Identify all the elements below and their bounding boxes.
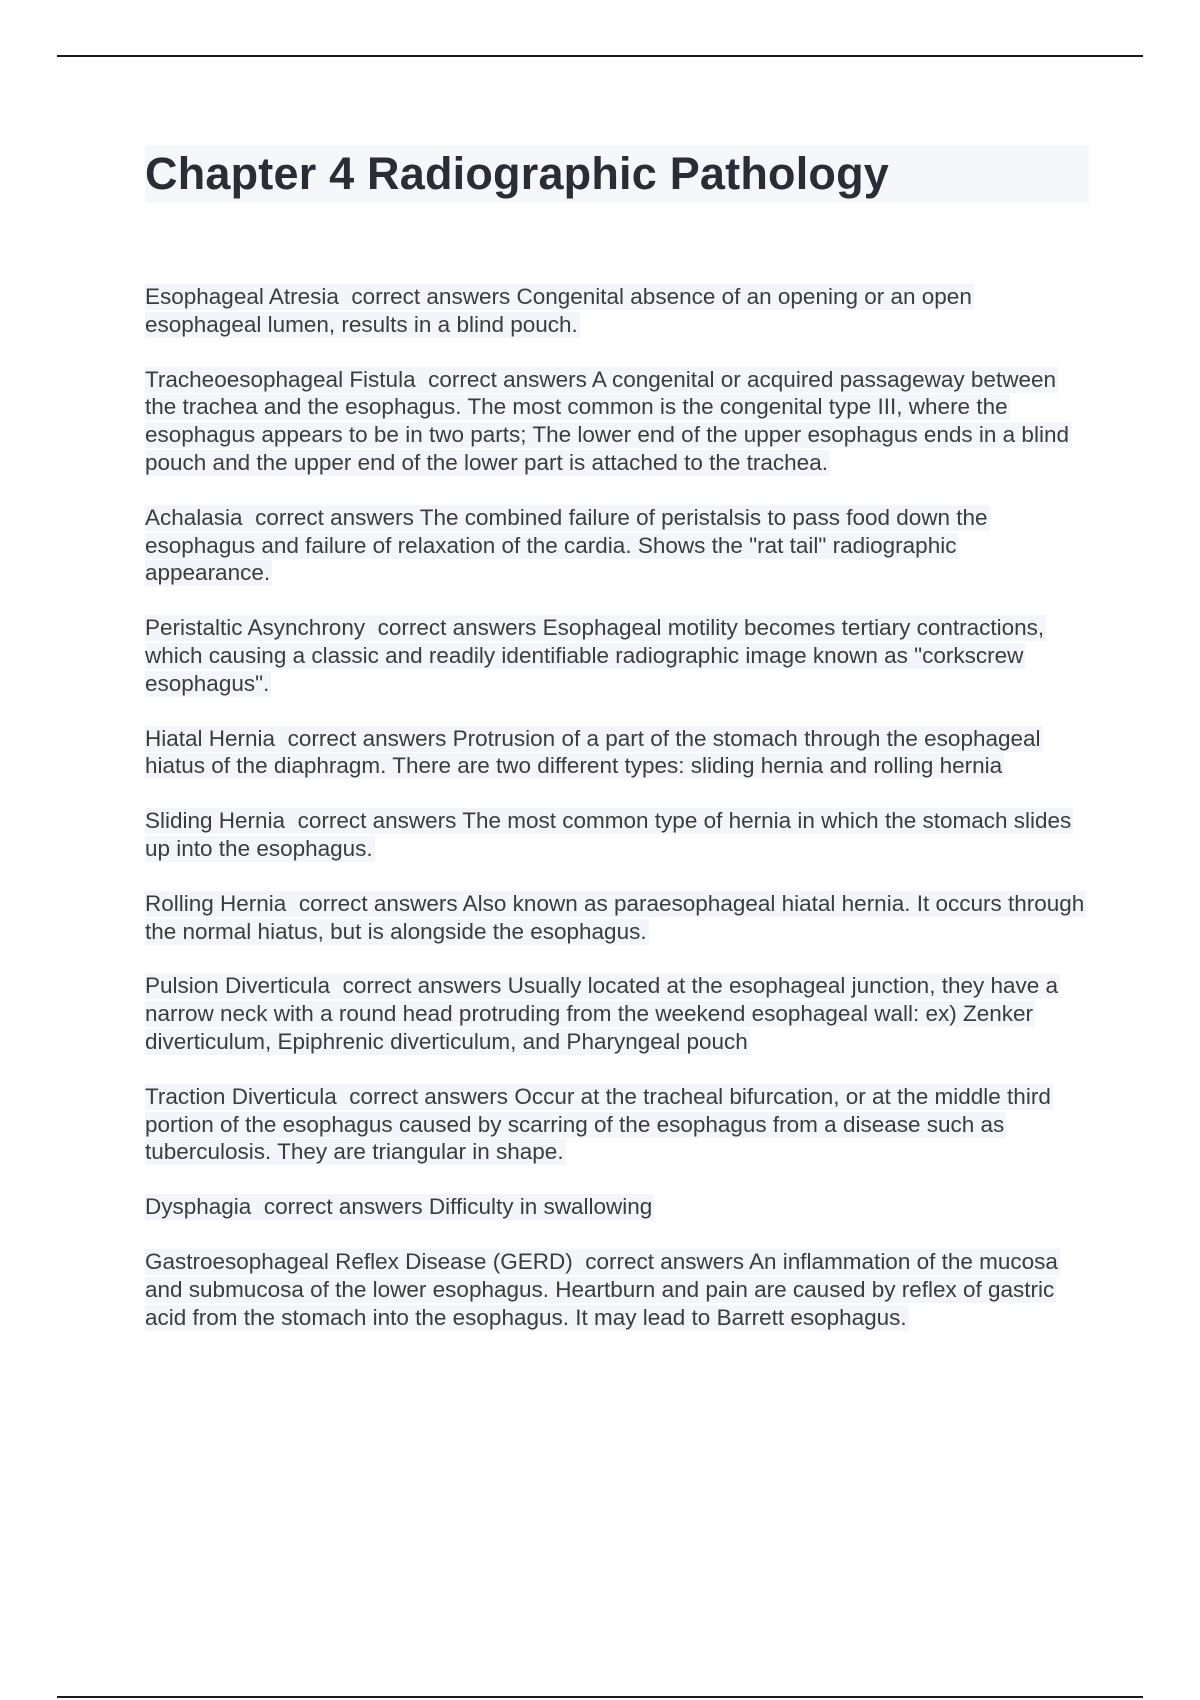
answer-connector: correct answers — [377, 615, 537, 641]
list-item — [145, 1193, 1089, 1221]
definition: A congenital or acquired passageway between the trachea and the esophagus. The most common is the congenital type III, where the esophagus appears to be in two parts; The lower end of the upper esophagus ends in a blind pouch and the upper end of the lower part is attached to the trachea. — [145, 366, 1069, 475]
list-item — [145, 725, 1089, 781]
definition: The most common type of hernia in which the stomach slides up into the esophagus. — [145, 808, 1072, 861]
list-item — [145, 283, 1089, 339]
term: Traction Diverticula — [145, 1083, 337, 1109]
header-rule — [57, 55, 1143, 57]
definition: Protrusion of a part of the stomach through the esophageal hiatus of the diaphragm. There are two different types: sliding hernia and rolling hernia — [145, 725, 1041, 779]
definition: The combined failure of peristalsis to pass food down the esophagus and failure of relaxation of the cardia. Shows the "rat tail" radiographic appearance. — [145, 504, 988, 586]
answer-connector: correct answers — [255, 504, 414, 530]
answer-connector: correct answers — [342, 973, 502, 999]
term: Pulsion Diverticula — [145, 973, 331, 999]
definition: Also known as paraesophageal hiatal hernia. It occurs through the normal hiatus, but is alongside the esophagus. — [145, 890, 1085, 944]
term: Esophageal Atresia — [145, 284, 339, 309]
definition: Esophageal motility becomes tertiary contractions, which causing a classic and readily identifiable radiographic image known as "corkscrew esophagus". — [145, 615, 1045, 696]
list-item — [145, 807, 1089, 863]
definition: Congenital absence of an opening or an open esophageal lumen, results in a blind pouch. — [145, 284, 972, 337]
answer-connector: correct answers — [298, 890, 458, 916]
answer-connector: correct answers — [349, 1083, 509, 1109]
answer-connector: correct answers — [585, 1248, 744, 1274]
document-body — [145, 145, 1089, 1358]
list-item — [145, 890, 1089, 946]
footer-rule — [57, 1696, 1143, 1698]
definition: Difficulty in swallowing — [428, 1194, 653, 1220]
list-item — [145, 614, 1089, 697]
answer-connector: correct answers — [263, 1194, 423, 1220]
list-item — [145, 1248, 1089, 1331]
flashcard-list — [145, 283, 1089, 1331]
list-item — [145, 504, 1089, 587]
term: Rolling Hernia — [145, 890, 287, 916]
term: Sliding Hernia — [145, 808, 286, 834]
definition: Usually located at the esophageal junction, they have a narrow neck with a round head protruding from the weekend esophageal wall: ex) Zenker diverticulum, Epiphrenic diverticulum, and Pharyngeal pouch — [145, 973, 1059, 1054]
definition: Occur at the tracheal bifurcation, or at the middle third portion of the esophagus caused by scarring of the esophagus from a disease such as tuberculosis. They are triangular in shape. — [145, 1083, 1051, 1165]
term: Peristaltic Asynchrony — [145, 615, 366, 641]
answer-connector: correct answers — [297, 808, 457, 834]
answer-connector: correct answers — [351, 284, 511, 309]
list-item — [145, 972, 1089, 1055]
term: Gastroesophageal Reflex Disease (GERD) — [145, 1248, 573, 1274]
term: Hiatal Hernia — [145, 725, 276, 751]
term: Dysphagia — [145, 1194, 252, 1220]
answer-connector: correct answers — [428, 366, 587, 392]
list-item — [145, 366, 1089, 477]
list-item — [145, 1083, 1089, 1166]
answer-connector: correct answers — [287, 725, 447, 751]
title-block — [145, 145, 1089, 203]
term: Tracheoesophageal Fistula — [145, 366, 416, 392]
term: Achalasia — [145, 504, 243, 530]
definition: An inflammation of the mucosa and submucosa of the lower esophagus. Heartburn and pain are caused by reflex of gastric acid from the stomach into the esophagus. It may lead to Barrett esophagus. — [145, 1248, 1058, 1330]
page-title: Chapter 4 Radiographic Pathology — [145, 148, 889, 199]
